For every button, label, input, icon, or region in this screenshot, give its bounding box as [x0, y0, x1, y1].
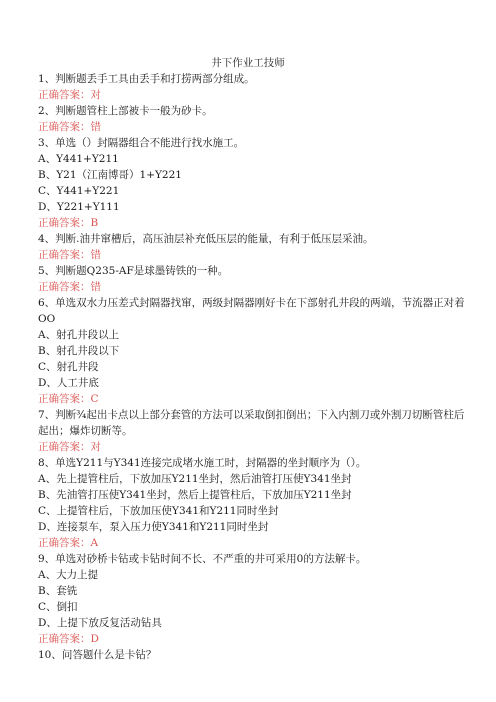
option-text: B、先油管打压使Y341坐封，然后上提管柱后，下放加压Y211坐封	[38, 489, 352, 501]
document-title: 井下作业工技师	[211, 57, 285, 69]
option-text: A、Y441+Y211	[38, 153, 119, 165]
correct-answer: 正确答案：对	[38, 441, 101, 453]
option-text: B、套铣	[38, 585, 78, 597]
question-text: 10、问答题什么是卡钻？	[38, 649, 157, 661]
question-text: 4、判断.油井窜槽后，高压油层补充低压层的能量，有利于低压层采油。	[38, 233, 374, 245]
option-text: A、先上提管柱后，下放加压Y211坐封，然后油管打压使Y341坐封	[38, 473, 352, 485]
option-text: D、连接泵车，泵入压力使Y341和Y211同时坐封	[38, 521, 269, 533]
option-text: A、射孔井段以上	[38, 329, 120, 341]
question-text: 6、单选双水力压差式封隔器找窜，两级封隔器刚好卡在下部射孔井段的两端，节流器正对着OO	[38, 297, 465, 325]
question-text: 3、单选（）封隔器组合不能进行找水施工。	[38, 137, 245, 149]
question-text: 5、判断题Q235-AF是球墨铸铁的一种。	[38, 265, 229, 277]
correct-answer: 正确答案：A	[38, 537, 99, 549]
correct-answer: 正确答案：对	[38, 89, 101, 101]
correct-answer: 正确答案：D	[38, 633, 99, 645]
option-text: D、人工井底	[38, 377, 99, 389]
question-text: 1、判断题丢手工具由丢手和打捞两部分组成。	[38, 73, 255, 85]
option-text: D、Y221+Y111	[38, 201, 120, 213]
question-text: 2、判断题管柱上部被卡一般为砂卡。	[38, 105, 213, 117]
correct-answer: 正确答案：错	[38, 249, 101, 261]
option-text: B、射孔井段以下	[38, 345, 120, 357]
option-text: C、Y441+Y221	[38, 185, 120, 197]
correct-answer: 正确答案：错	[38, 281, 101, 293]
question-list	[38, 71, 468, 663]
question-text: 9、单选对砂桥卡钻或卡钻时间不长、不严重的井可采用0的方法解卡。	[38, 553, 367, 565]
option-text: A、大力上提	[38, 569, 99, 581]
option-text: B、Y21（江南博哥）1+Y221	[38, 169, 182, 181]
option-text: C、上提管柱后，下放加压使Y341和Y211同时坐封	[38, 505, 279, 517]
question-text: 8、单选Y211与Y341连接完成堵水施工时，封隔器的坐封顺序为（）。	[38, 457, 367, 469]
option-text: C、倒扣	[38, 601, 78, 613]
question-text: 7、判断¾起出卡点以上部分套管的方法可以采取倒扣倒出；下入内割刀或外割刀切断管柱后起出；爆炸切断等。	[38, 409, 465, 437]
option-text: D、上提下放反复活动钻具	[38, 617, 162, 629]
correct-answer: 正确答案：C	[38, 393, 99, 405]
correct-answer: 正确答案：B	[38, 217, 99, 229]
correct-answer: 正确答案：错	[38, 121, 101, 133]
option-text: C、射孔井段	[38, 361, 99, 373]
